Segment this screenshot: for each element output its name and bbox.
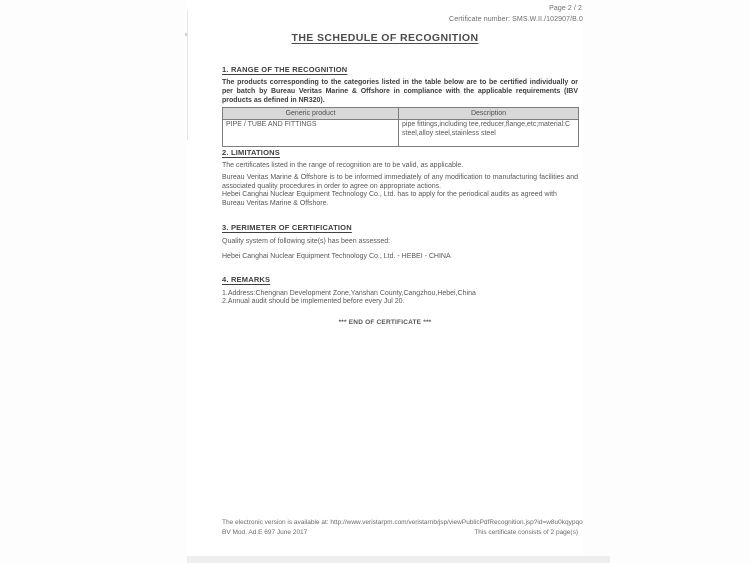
range-intro-paragraph: The products corresponding to the categories listed in the table below are to be certified individually or per batch by Bureau Veritas Marine & Offshore in compliance with the applicable requirements (IBV products as defined in NR320).: [222, 79, 578, 104]
remarks-list: [222, 290, 578, 305]
perimeter-site-line: Hebei Canghai Nuclear Equipment Technology Co., Ltd. - HEBEI - CHINA: [222, 253, 451, 260]
scan-artifact-speck: [185, 33, 187, 36]
cell-generic-product: PIPE / TUBE AND FITTINGS: [223, 120, 399, 147]
cell-description: pipe fittings,including tee,reducer,flange,etc;material:C steel,alloy steel,stainless steel: [399, 120, 579, 147]
table-header-row: [223, 108, 579, 120]
limitations-paragraph: Bureau Veritas Marine & Offshore is to be informed immediately of any modification to manufacturing facilities and associated quality procedures in order to agree on appropriate actions.: [222, 174, 578, 190]
limitations-paragraph: Hebei Canghai Nuclear Equipment Technology Co., Ltd. has to apply for the periodical audits as agreed with Bureau Veritas Marine & Offshore.: [222, 191, 557, 207]
form-reference: BV Mod. Ad.E 697 June 2017: [222, 529, 308, 536]
section-heading-remarks: 4. REMARKS: [222, 275, 271, 284]
remark-line: 2.Annual audit should be implemented before every Jul 20.: [222, 297, 405, 305]
table-row: [223, 120, 579, 147]
page-title: THE SCHEDULE OF RECOGNITION: [291, 32, 479, 44]
page-edge-shadow: [187, 10, 188, 140]
next-page-edge-strip: [187, 556, 610, 563]
remark-line: 1.Address:Chengnan Development Zone,Yanshan County,Cangzhou,Hebei,China: [222, 290, 476, 297]
page-count-note: This certificate consists of 2 page(s): [474, 529, 578, 536]
section-heading-limitations: 2. LIMITATIONS: [222, 148, 280, 157]
products-table: [222, 107, 579, 147]
electronic-version-note: The electronic version is available at: http://www.veristarpm.com/veristarnb/jsp/viewPublicPdfRecognition.jsp?id=w8u0kqypqo: [222, 519, 583, 526]
column-header-generic-product: Generic product: [223, 108, 399, 120]
section-heading-perimeter: 3. PERIMETER OF CERTIFICATION: [222, 223, 352, 232]
end-of-certificate-marker: *** END OF CERTIFICATE ***: [338, 319, 432, 326]
section-heading-range: 1. RANGE OF THE RECOGNITION: [222, 65, 348, 74]
column-header-description: Description: [399, 108, 579, 120]
perimeter-paragraph: Quality system of following site(s) has been assessed:: [222, 238, 391, 245]
certificate-page: [187, 0, 583, 563]
certificate-number: Certificate number: SMS.W.II./102907/B.0: [449, 16, 583, 23]
page-number: Page 2 / 2: [549, 5, 582, 12]
footer-row: [222, 529, 578, 536]
limitations-paragraph: The certificates listed in the range of recognition are to be valid, as applicable.: [222, 162, 464, 169]
